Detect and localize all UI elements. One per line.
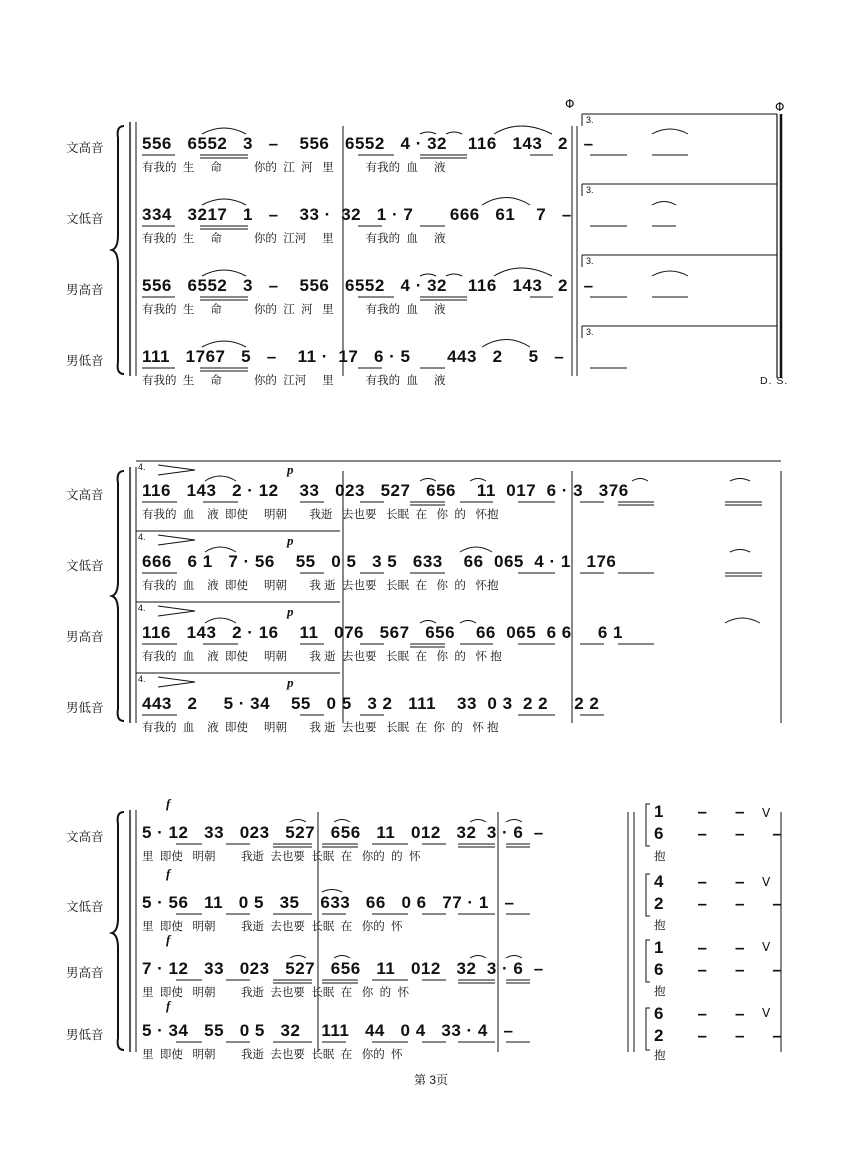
final-chord-top: 6 – – xyxy=(654,1004,745,1023)
volta-marker: 3. xyxy=(586,185,594,195)
dynamic-piano: p xyxy=(287,604,294,619)
voice-name: 文高音 xyxy=(66,830,104,844)
notes-row: 556 6552 3 – 556 6552 4 · 32 116 143 2 – xyxy=(142,134,594,153)
final-lyric: 抱 xyxy=(654,920,666,932)
notes-row: 666 6 1 7 · 56 55 0 5 3 5 633 66 065 4 · 1 176 xyxy=(142,552,617,571)
breath-mark: V xyxy=(762,806,771,820)
notes-row: 116 143 2 · 16 11 076 567 656 66 065 6 6 6 1 xyxy=(142,623,624,642)
final-lyric: 抱 xyxy=(654,851,666,863)
lyrics-row: 里 即使 明朝 我逝 去也要 长眠 在 你的 的 怀 xyxy=(142,851,421,863)
final-chord-bottom: 2 – – – xyxy=(654,894,782,913)
final-lyric: 抱 xyxy=(654,986,666,998)
voice-name: 文高音 xyxy=(66,488,104,502)
final-note-bottom: 6 xyxy=(654,824,664,843)
volta-marker: 4. xyxy=(138,532,146,542)
voice-name: 男低音 xyxy=(66,354,104,368)
dynamic-piano: p xyxy=(287,675,294,690)
notes-row: 5 · 56 11 0 5 35 633 66 0 6 77 · 1 – xyxy=(142,893,515,912)
final-chord-bottom: 6 – – – xyxy=(654,960,782,979)
notes-row: 334 3217 1 – 33 · 32 1 · 7 666 61 7 – xyxy=(142,205,572,224)
final-chord-bottom: 6 – – – xyxy=(654,824,782,843)
dynamic-piano: p xyxy=(287,462,294,477)
dynamic-forte: f xyxy=(166,796,171,811)
ds-marking: D. S. xyxy=(760,375,789,387)
lyrics-row: 里 即使 明朝 我逝 去也要 长眠 在 你的 怀 xyxy=(142,1049,403,1061)
final-chord-bottom: 2 – – – xyxy=(654,1026,782,1045)
voice-name: 文低音 xyxy=(66,212,104,226)
final-chord-top: 1 – – xyxy=(654,938,745,957)
dynamic-forte: f xyxy=(166,998,171,1013)
lyrics-row: 有我的 生 命 你的 江河 里 有我的 血 液 xyxy=(142,233,446,245)
lyrics-row: 有我的 血 液 即使 明朝 我逝 去也要 长眠 在 你 的 怀抱 xyxy=(142,509,499,521)
system-1 xyxy=(0,97,862,400)
notes-row: 5 · 12 33 023 527 656 11 012 32 3 · 6 – xyxy=(142,823,544,842)
volta-marker: 3. xyxy=(586,256,594,266)
notes-row: 5 · 34 55 0 5 32 111 44 0 4 33 · 4 – xyxy=(142,1021,514,1040)
segno-symbol-left: Φ xyxy=(565,97,575,111)
breath-mark: V xyxy=(762,940,771,954)
voice-name: 文高音 xyxy=(66,141,104,155)
system-2 xyxy=(0,455,862,745)
final-note-top: 4 xyxy=(654,872,664,891)
final-note-top: 1 xyxy=(654,938,664,957)
voice-name: 男低音 xyxy=(66,1028,104,1042)
final-note-bottom: 6 xyxy=(654,960,664,979)
dynamic-forte: f xyxy=(166,866,171,881)
voice-name: 文低音 xyxy=(66,900,104,914)
notes-row: 443 2 5 · 34 55 0 5 3 2 111 33 0 3 2 2 2 2 xyxy=(142,694,600,713)
voice-name: 男高音 xyxy=(66,283,104,297)
volta-marker: 3. xyxy=(586,327,594,337)
volta-marker: 4. xyxy=(138,674,146,684)
notes-row: 7 · 12 33 023 527 656 11 012 32 3 · 6 – xyxy=(142,959,544,978)
final-note-top: 6 xyxy=(654,1004,664,1023)
lyrics-row: 有我的 生 命 你的 江 河 里 有我的 血 液 xyxy=(142,304,446,316)
volta-marker: 4. xyxy=(138,462,146,472)
lyrics-row: 里 即使 明朝 我逝 去也要 长眠 在 你的 怀 xyxy=(142,921,403,933)
segno-symbol-right: Φ xyxy=(775,100,785,114)
lyrics-row: 有我的 生 命 你的 江河 里 有我的 血 液 xyxy=(142,375,446,387)
final-note-bottom: 2 xyxy=(654,1026,664,1045)
lyrics-row: 有我的 血 液 即使 明朝 我 逝 去也要 长眠 在 你 的 怀抱 xyxy=(142,580,499,592)
page-number: 第 3页 xyxy=(413,1073,448,1087)
voice-name: 男高音 xyxy=(66,966,104,980)
voice-name: 男低音 xyxy=(66,701,104,715)
system-3 xyxy=(0,796,862,1070)
final-chord-top: 1 – – xyxy=(654,802,745,821)
lyrics-row: 有我的 血 液 即使 明朝 我 逝 去也要 长眠 在 你 的 怀 抱 xyxy=(142,651,502,663)
final-chord-top: 4 – – xyxy=(654,872,745,891)
lyrics-row: 有我的 血 液 即使 明朝 我 逝 去也要 长眠 在 你 的 怀 抱 xyxy=(142,722,499,734)
final-note-bottom: 2 xyxy=(654,894,664,913)
breath-mark: V xyxy=(762,1006,771,1020)
lyrics-row: 有我的 生 命 你的 江 河 里 有我的 血 液 xyxy=(142,162,446,174)
final-lyric: 抱 xyxy=(654,1050,666,1062)
dynamic-piano: p xyxy=(287,533,294,548)
lyrics-row: 里 即使 明朝 我逝 去也要 长眠 在 你 的 怀 xyxy=(142,987,410,999)
voice-name: 男高音 xyxy=(66,630,104,644)
breath-mark: V xyxy=(762,875,771,889)
final-note-top: 1 xyxy=(654,802,664,821)
dynamic-forte: f xyxy=(166,932,171,947)
volta-marker: 4. xyxy=(138,603,146,613)
volta-marker: 3. xyxy=(586,115,594,125)
voice-name: 文低音 xyxy=(66,559,104,573)
notes-row: 556 6552 3 – 556 6552 4 · 32 116 143 2 – xyxy=(142,276,594,295)
notes-row: 116 143 2 · 12 33 023 527 656 11 017 6 · 3 376 xyxy=(142,481,629,500)
notes-row: 111 1767 5 – 11 · 17 6 · 5 443 2 5 – xyxy=(142,347,565,366)
